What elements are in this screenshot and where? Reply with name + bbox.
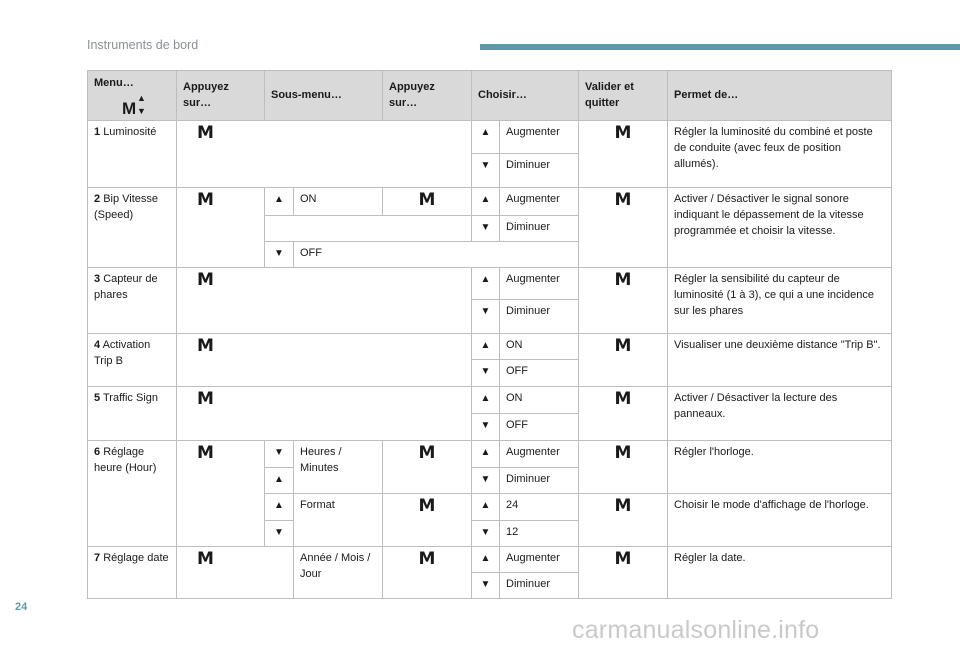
- up-arrow-cell: [472, 188, 500, 216]
- up-arrow-icon: ▲: [274, 194, 284, 205]
- empty-cell: [265, 215, 472, 241]
- menu-item-cell: 3 Capteur de phares: [88, 267, 177, 333]
- choice-label: 12: [500, 520, 579, 546]
- choice-label: Diminuer: [500, 154, 579, 188]
- header-press-1: Appuyez sur…: [177, 71, 265, 121]
- table-row: [88, 546, 892, 572]
- table-row: [88, 267, 892, 299]
- up-arrow-cell: [265, 467, 294, 493]
- header-submenu: Sous-menu…: [265, 71, 383, 121]
- up-arrow-cell: [472, 440, 500, 467]
- down-arrow-icon: ▼: [480, 305, 491, 317]
- down-arrow-cell: [265, 440, 294, 467]
- up-arrow-cell: [472, 546, 500, 572]
- choice-label: Diminuer: [500, 215, 579, 241]
- down-arrow-icon: ▼: [274, 247, 284, 259]
- down-arrow-cell: [265, 241, 294, 267]
- description-cell: Activer / Désactiver le signal sonore indiquant le dépassement de la vitesse programmée et choisir la vitesse.: [668, 188, 892, 268]
- validate-cell: [579, 546, 668, 598]
- choice-label: 24: [500, 493, 579, 520]
- choice-label: ON: [500, 386, 579, 413]
- header-menu: Menu… M ▲ ▼: [88, 71, 177, 121]
- choice-label: Diminuer: [500, 467, 579, 493]
- menu-item-cell: 4 Activation Trip B: [88, 333, 177, 386]
- description-cell: Visualiser une deuxième distance "Trip B".: [668, 333, 892, 386]
- m-key-icon: M: [614, 335, 632, 356]
- up-arrow-icon: ▲: [480, 446, 491, 458]
- m-key-icon: M: [418, 190, 436, 210]
- submenu-label: Heures / Minutes: [294, 440, 383, 493]
- description-cell: Régler l'horloge.: [668, 440, 892, 493]
- choice-label: Diminuer: [500, 572, 579, 598]
- down-arrow-cell: [472, 215, 500, 241]
- m-key-icon: M: [197, 388, 214, 409]
- up-arrow-cell: [472, 386, 500, 413]
- down-arrow-icon: ▼: [480, 365, 491, 377]
- down-arrow-cell: [472, 299, 500, 333]
- up-arrow-cell: [472, 267, 500, 299]
- header-allows: Permet de…: [668, 71, 892, 121]
- down-arrow-icon: ▼: [480, 160, 491, 171]
- m-button-cell: [177, 386, 472, 440]
- choice-label: Augmenter: [500, 267, 579, 299]
- m-key-icon: M: [614, 548, 632, 569]
- m-key-icon: M: [418, 442, 436, 463]
- validate-cell: [579, 188, 668, 268]
- up-arrow-icon: ▲: [480, 499, 491, 511]
- validate-cell: [579, 121, 668, 188]
- m-button-cell: [177, 333, 472, 386]
- m-key-icon: M: [614, 190, 632, 210]
- choice-label: Augmenter: [500, 440, 579, 467]
- up-arrow-icon: ▲: [480, 339, 491, 351]
- table-row: [88, 386, 892, 413]
- m-key-icon: M: [614, 123, 632, 143]
- table-row: [88, 121, 892, 154]
- header-validate: Valider et quitter: [579, 71, 668, 121]
- m-key-icon: M: [197, 442, 214, 463]
- m-key-icon: M: [197, 190, 214, 210]
- choice-label: Augmenter: [500, 188, 579, 216]
- validate-cell: [579, 333, 668, 386]
- up-arrow-icon: ▲: [480, 273, 491, 285]
- submenu-label: Année / Mois / Jour: [294, 546, 383, 598]
- m-key-icon: M: [614, 495, 632, 516]
- m-key-icon: M: [614, 442, 632, 463]
- choice-label: Diminuer: [500, 299, 579, 333]
- m-key-icon: M: [197, 123, 214, 143]
- m-button-cell: [383, 546, 472, 598]
- up-arrow-cell: [472, 493, 500, 520]
- choice-label: Augmenter: [500, 121, 579, 154]
- m-key-icon: M: [418, 495, 436, 516]
- submenu-label: Format: [294, 493, 383, 546]
- submenu-label: OFF: [294, 241, 579, 267]
- up-arrow-icon: ▲: [480, 194, 491, 205]
- m-key-icon: M: [418, 548, 436, 569]
- m-key-icon: M: [614, 388, 632, 409]
- header-choose: Choisir…: [472, 71, 579, 121]
- down-arrow-cell: [472, 520, 500, 546]
- up-arrow-icon: ▲: [480, 392, 491, 404]
- choice-label: OFF: [500, 359, 579, 386]
- description-cell: Activer / Désactiver la lecture des panneaux.: [668, 386, 892, 440]
- table-row: [88, 188, 892, 216]
- m-button-cell: [383, 493, 472, 546]
- down-arrow-icon: ▼: [274, 526, 284, 538]
- up-arrow-icon: ▲: [480, 127, 491, 138]
- m-key-icon: M: [197, 335, 214, 356]
- down-arrow-cell: [472, 413, 500, 440]
- m-button-cell: [177, 267, 472, 333]
- up-arrow-icon: ▲: [274, 473, 284, 485]
- menu-item-cell: 2 Bip Vitesse (Speed): [88, 188, 177, 268]
- down-arrow-icon: ▼: [480, 526, 491, 538]
- down-arrow-icon: ▼: [480, 419, 491, 431]
- validate-cell: [579, 267, 668, 333]
- down-arrow-cell: [472, 572, 500, 598]
- m-key-icon: M: [614, 269, 632, 290]
- up-arrow-cell: [265, 188, 294, 216]
- validate-cell: [579, 493, 668, 546]
- up-arrow-icon: ▲: [480, 552, 491, 564]
- m-button-cell: [177, 188, 265, 268]
- down-arrow-icon: ▼: [480, 578, 491, 590]
- up-arrow-cell: [472, 121, 500, 154]
- page-header-title: Instruments de bord: [87, 38, 199, 52]
- m-up-down-icon: M ▲ ▼: [122, 93, 146, 119]
- m-key-icon: M: [197, 269, 214, 290]
- submenu-label: ON: [294, 188, 383, 216]
- header-accent-bar: [480, 44, 960, 50]
- up-arrow-cell: [265, 493, 294, 520]
- down-arrow-icon: ▼: [274, 446, 284, 458]
- page-number: 24: [15, 601, 28, 613]
- choice-label: ON: [500, 333, 579, 359]
- choice-label: Augmenter: [500, 546, 579, 572]
- header-press-2: Appuyez sur…: [383, 71, 472, 121]
- m-button-cell: [383, 440, 472, 493]
- description-cell: Choisir le mode d'affichage de l'horloge.: [668, 493, 892, 546]
- watermark: carmanualsonline.info: [572, 616, 820, 644]
- m-key-icon: M: [197, 548, 214, 569]
- menu-item-cell: 6 Réglage heure (Hour): [88, 440, 177, 546]
- menu-item-cell: 1 Luminosité: [88, 121, 177, 188]
- up-arrow-cell: [472, 333, 500, 359]
- menu-item-cell: 7 Réglage date: [88, 546, 177, 598]
- down-arrow-cell: [265, 520, 294, 546]
- description-cell: Régler la sensibilité du capteur de luminosité (1 à 3), ce qui a une incidence sur les phares: [668, 267, 892, 333]
- m-button-cell: [177, 440, 265, 546]
- down-arrow-cell: [472, 359, 500, 386]
- menu-item-cell: 5 Traffic Sign: [88, 386, 177, 440]
- table-header-row: [88, 71, 892, 121]
- choice-label: OFF: [500, 413, 579, 440]
- down-arrow-icon: ▼: [480, 221, 491, 233]
- m-button-cell: [383, 188, 472, 216]
- up-arrow-icon: ▲: [274, 499, 284, 511]
- description-cell: Régler la date.: [668, 546, 892, 598]
- m-button-cell: [177, 546, 294, 598]
- menu-table: [87, 70, 892, 599]
- description-cell: Régler la luminosité du combiné et poste de conduite (avec feux de position allumés).: [668, 121, 892, 188]
- down-arrow-icon: ▼: [480, 473, 491, 485]
- validate-cell: [579, 440, 668, 493]
- table-row: [88, 440, 892, 467]
- down-arrow-cell: [472, 154, 500, 188]
- table-row: [88, 333, 892, 359]
- validate-cell: [579, 386, 668, 440]
- m-button-cell: [177, 121, 472, 188]
- down-arrow-cell: [472, 467, 500, 493]
